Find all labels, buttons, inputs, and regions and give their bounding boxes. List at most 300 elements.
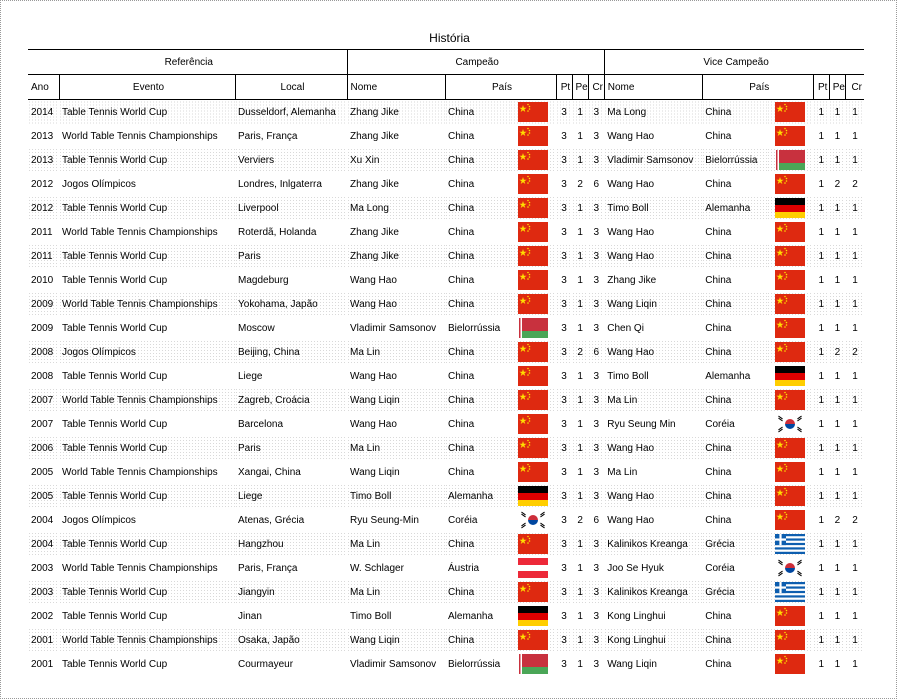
cell-runner-up-cr: 1 [845, 556, 864, 580]
cell-runner-up-pe: 1 [829, 148, 845, 172]
cell-champion-name: Zhang Jike [347, 124, 445, 148]
cell-year: 2003 [28, 556, 59, 580]
austria-flag-icon [518, 558, 548, 578]
page-title: História [429, 31, 470, 45]
cell-place: Londres, Inlgaterra [235, 172, 347, 196]
cell-runner-up-country: Bielorrússia [702, 148, 767, 172]
cell-year: 2013 [28, 148, 59, 172]
cell-year: 2009 [28, 316, 59, 340]
cell-runner-up-country: China [702, 340, 767, 364]
cell-champion-cr: 3 [588, 316, 604, 340]
cell-champion-name: Timo Boll [347, 484, 445, 508]
cell-champion-pt: 3 [556, 196, 572, 220]
cell-champion-flag [510, 172, 556, 196]
cell-place: Yokohama, Japão [235, 292, 347, 316]
cell-champion-country: Bielorrússia [445, 316, 510, 340]
cell-champion-flag [510, 508, 556, 532]
cell-champion-cr: 3 [588, 580, 604, 604]
col-header-ru-cr: Cr [845, 75, 864, 100]
cell-runner-up-country: Grécia [702, 532, 767, 556]
cell-champion-name: Zhang Jike [347, 244, 445, 268]
cell-champion-country: Alemanha [445, 604, 510, 628]
cell-event: World Table Tennis Championships [59, 220, 235, 244]
cell-champion-pt: 3 [556, 100, 572, 125]
cell-runner-up-cr: 1 [845, 412, 864, 436]
belarus-flag-icon [775, 150, 805, 170]
table-row [28, 316, 864, 340]
cell-champion-country: China [445, 628, 510, 652]
col-header-ru-pt: Pt [813, 75, 829, 100]
cell-champion-cr: 3 [588, 628, 604, 652]
cell-event: Table Tennis World Cup [59, 604, 235, 628]
cell-champion-name: Zhang Jike [347, 172, 445, 196]
cell-champion-pe: 1 [572, 292, 588, 316]
cell-runner-up-pe: 1 [829, 604, 845, 628]
cell-champion-name: Wang Liqin [347, 628, 445, 652]
cell-champion-cr: 3 [588, 220, 604, 244]
group-header-row [28, 50, 864, 75]
cell-runner-up-country: China [702, 100, 767, 125]
china-flag-icon [518, 222, 548, 242]
table-row [28, 172, 864, 196]
china-flag-icon [775, 294, 805, 314]
germany-flag-icon [518, 486, 548, 506]
belarus-flag-icon [518, 318, 548, 338]
cell-event: Jogos Olímpicos [59, 340, 235, 364]
cell-event: Table Tennis World Cup [59, 316, 235, 340]
cell-runner-up-name: Wang Hao [604, 340, 702, 364]
cell-runner-up-cr: 1 [845, 604, 864, 628]
cell-runner-up-country: Grécia [702, 580, 767, 604]
cell-place: Paris, França [235, 124, 347, 148]
china-flag-icon [775, 630, 805, 650]
cell-champion-cr: 3 [588, 148, 604, 172]
cell-runner-up-pe: 1 [829, 196, 845, 220]
cell-runner-up-country: China [702, 388, 767, 412]
cell-runner-up-pt: 1 [813, 556, 829, 580]
china-flag-icon [775, 270, 805, 290]
cell-champion-country: China [445, 148, 510, 172]
cell-runner-up-flag [767, 412, 813, 436]
korea-flag-icon [775, 558, 805, 578]
cell-runner-up-cr: 1 [845, 124, 864, 148]
cell-champion-pe: 1 [572, 364, 588, 388]
cell-champion-cr: 3 [588, 532, 604, 556]
cell-place: Moscow [235, 316, 347, 340]
china-flag-icon [775, 174, 805, 194]
cell-place: Jiangyin [235, 580, 347, 604]
table-row [28, 148, 864, 172]
history-table [28, 49, 864, 676]
cell-champion-cr: 3 [588, 436, 604, 460]
cell-champion-pt: 3 [556, 460, 572, 484]
cell-runner-up-pt: 1 [813, 484, 829, 508]
greece-flag-icon [775, 534, 805, 554]
cell-runner-up-pt: 1 [813, 532, 829, 556]
china-flag-icon [775, 102, 805, 122]
col-header-pt: Pt [556, 75, 572, 100]
cell-runner-up-cr: 1 [845, 628, 864, 652]
cell-champion-cr: 3 [588, 268, 604, 292]
cell-runner-up-flag [767, 628, 813, 652]
cell-event: Table Tennis World Cup [59, 580, 235, 604]
cell-runner-up-country: China [702, 628, 767, 652]
cell-event: Table Tennis World Cup [59, 436, 235, 460]
china-flag-icon [775, 486, 805, 506]
cell-event: Table Tennis World Cup [59, 268, 235, 292]
cell-champion-country: Bielorrússia [445, 652, 510, 676]
china-flag-icon [518, 270, 548, 290]
table-row [28, 196, 864, 220]
cell-champion-name: Wang Hao [347, 412, 445, 436]
cell-runner-up-flag [767, 508, 813, 532]
cell-champion-cr: 3 [588, 388, 604, 412]
cell-place: Paris [235, 436, 347, 460]
cell-event: World Table Tennis Championships [59, 292, 235, 316]
cell-champion-cr: 6 [588, 172, 604, 196]
cell-champion-pt: 3 [556, 604, 572, 628]
cell-runner-up-pt: 1 [813, 628, 829, 652]
cell-champion-pt: 3 [556, 220, 572, 244]
cell-runner-up-name: Kong Linghui [604, 604, 702, 628]
cell-champion-flag [510, 628, 556, 652]
cell-runner-up-flag [767, 340, 813, 364]
cell-year: 2012 [28, 196, 59, 220]
cell-champion-country: China [445, 220, 510, 244]
cell-champion-cr: 3 [588, 484, 604, 508]
cell-place: Liege [235, 364, 347, 388]
cell-champion-flag [510, 340, 556, 364]
cell-champion-flag [510, 532, 556, 556]
cell-event: World Table Tennis Championships [59, 460, 235, 484]
table-row [28, 100, 864, 125]
cell-champion-name: Ma Lin [347, 532, 445, 556]
cell-champion-pe: 1 [572, 460, 588, 484]
cell-year: 2001 [28, 652, 59, 676]
table-row [28, 436, 864, 460]
cell-runner-up-name: Ryu Seung Min [604, 412, 702, 436]
cell-champion-pe: 1 [572, 316, 588, 340]
china-flag-icon [518, 630, 548, 650]
cell-runner-up-name: Timo Boll [604, 196, 702, 220]
cell-runner-up-country: China [702, 172, 767, 196]
cell-year: 2012 [28, 172, 59, 196]
cell-runner-up-flag [767, 172, 813, 196]
cell-champion-country: China [445, 412, 510, 436]
cell-year: 2010 [28, 268, 59, 292]
cell-champion-pe: 1 [572, 388, 588, 412]
cell-champion-flag [510, 412, 556, 436]
cell-runner-up-cr: 1 [845, 148, 864, 172]
cell-place: Dusseldorf, Alemanha [235, 100, 347, 125]
cell-champion-name: Vladimir Samsonov [347, 316, 445, 340]
cell-runner-up-flag [767, 244, 813, 268]
cell-champion-pt: 3 [556, 508, 572, 532]
cell-runner-up-pt: 1 [813, 604, 829, 628]
cell-runner-up-name: Ma Lin [604, 388, 702, 412]
cell-runner-up-country: China [702, 484, 767, 508]
cell-runner-up-name: Wang Hao [604, 172, 702, 196]
cell-champion-pt: 3 [556, 484, 572, 508]
cell-runner-up-name: Wang Liqin [604, 652, 702, 676]
korea-flag-icon [518, 510, 548, 530]
cell-champion-pe: 1 [572, 220, 588, 244]
cell-runner-up-pt: 1 [813, 436, 829, 460]
cell-champion-pe: 1 [572, 556, 588, 580]
greece-flag-icon [775, 582, 805, 602]
cell-champion-flag [510, 436, 556, 460]
cell-runner-up-name: Vladimir Samsonov [604, 148, 702, 172]
cell-place: Hangzhou [235, 532, 347, 556]
cell-runner-up-flag [767, 124, 813, 148]
cell-champion-pe: 1 [572, 652, 588, 676]
cell-runner-up-pt: 1 [813, 652, 829, 676]
cell-runner-up-flag [767, 292, 813, 316]
cell-champion-country: Alemanha [445, 484, 510, 508]
cell-champion-flag [510, 388, 556, 412]
cell-champion-country: China [445, 172, 510, 196]
cell-champion-flag [510, 292, 556, 316]
cell-champion-flag [510, 580, 556, 604]
table-row [28, 244, 864, 268]
cell-champion-flag [510, 196, 556, 220]
cell-champion-name: Wang Hao [347, 364, 445, 388]
table-row [28, 508, 864, 532]
korea-flag-icon [775, 414, 805, 434]
cell-year: 2004 [28, 532, 59, 556]
col-header-ru-country: País [702, 75, 813, 100]
cell-champion-flag [510, 244, 556, 268]
cell-champion-name: Xu Xin [347, 148, 445, 172]
cell-champion-name: Ryu Seung-Min [347, 508, 445, 532]
china-flag-icon [775, 342, 805, 362]
cell-year: 2014 [28, 100, 59, 125]
cell-place: Magdeburg [235, 268, 347, 292]
table-row [28, 580, 864, 604]
cell-runner-up-pe: 1 [829, 580, 845, 604]
cell-runner-up-pe: 1 [829, 412, 845, 436]
cell-runner-up-pt: 1 [813, 508, 829, 532]
cell-champion-cr: 6 [588, 508, 604, 532]
cell-runner-up-pe: 1 [829, 268, 845, 292]
cell-year: 2006 [28, 436, 59, 460]
cell-year: 2011 [28, 244, 59, 268]
china-flag-icon [775, 246, 805, 266]
cell-champion-pe: 1 [572, 604, 588, 628]
cell-champion-pe: 1 [572, 244, 588, 268]
cell-runner-up-cr: 1 [845, 580, 864, 604]
cell-runner-up-pe: 1 [829, 100, 845, 125]
cell-runner-up-pe: 1 [829, 220, 845, 244]
china-flag-icon [518, 246, 548, 266]
cell-runner-up-pe: 1 [829, 292, 845, 316]
cell-champion-country: China [445, 532, 510, 556]
cell-champion-cr: 3 [588, 556, 604, 580]
cell-champion-cr: 3 [588, 292, 604, 316]
cell-runner-up-pe: 1 [829, 388, 845, 412]
cell-runner-up-name: Wang Hao [604, 508, 702, 532]
cell-year: 2013 [28, 124, 59, 148]
china-flag-icon [518, 342, 548, 362]
table-row [28, 124, 864, 148]
cell-champion-pe: 2 [572, 508, 588, 532]
china-flag-icon [518, 150, 548, 170]
cell-champion-flag [510, 268, 556, 292]
cell-runner-up-pt: 1 [813, 292, 829, 316]
cell-runner-up-pt: 1 [813, 220, 829, 244]
cell-runner-up-cr: 1 [845, 316, 864, 340]
col-header-pe: Pe [572, 75, 588, 100]
cell-champion-name: Wang Hao [347, 268, 445, 292]
cell-runner-up-cr: 1 [845, 100, 864, 125]
table-row [28, 604, 864, 628]
table-row [28, 364, 864, 388]
cell-runner-up-country: China [702, 292, 767, 316]
cell-champion-name: Timo Boll [347, 604, 445, 628]
cell-runner-up-flag [767, 556, 813, 580]
cell-year: 2008 [28, 364, 59, 388]
cell-runner-up-name: Wang Hao [604, 244, 702, 268]
cell-champion-country: China [445, 292, 510, 316]
cell-champion-cr: 3 [588, 652, 604, 676]
cell-runner-up-country: China [702, 508, 767, 532]
cell-runner-up-pt: 1 [813, 172, 829, 196]
col-header-place: Local [235, 75, 347, 100]
cell-champion-pt: 3 [556, 364, 572, 388]
cell-runner-up-name: Wang Liqin [604, 292, 702, 316]
cell-runner-up-flag [767, 220, 813, 244]
china-flag-icon [518, 174, 548, 194]
cell-runner-up-cr: 2 [845, 340, 864, 364]
cell-champion-pe: 1 [572, 532, 588, 556]
cell-runner-up-cr: 1 [845, 484, 864, 508]
cell-runner-up-pt: 1 [813, 268, 829, 292]
table-row [28, 652, 864, 676]
cell-champion-flag [510, 100, 556, 125]
china-flag-icon [775, 462, 805, 482]
cell-runner-up-pe: 1 [829, 316, 845, 340]
cell-year: 2005 [28, 484, 59, 508]
cell-champion-pe: 1 [572, 412, 588, 436]
cell-event: Jogos Olímpicos [59, 508, 235, 532]
cell-runner-up-flag [767, 268, 813, 292]
cell-runner-up-pe: 1 [829, 628, 845, 652]
cell-champion-pt: 3 [556, 124, 572, 148]
cell-champion-cr: 3 [588, 604, 604, 628]
cell-event: Table Tennis World Cup [59, 244, 235, 268]
cell-runner-up-pt: 1 [813, 460, 829, 484]
cell-year: 2008 [28, 340, 59, 364]
cell-year: 2002 [28, 604, 59, 628]
cell-champion-pt: 3 [556, 532, 572, 556]
cell-runner-up-cr: 2 [845, 172, 864, 196]
china-flag-icon [775, 654, 805, 674]
cell-runner-up-name: Chen Qi [604, 316, 702, 340]
cell-runner-up-pt: 1 [813, 100, 829, 125]
cell-champion-name: Zhang Jike [347, 220, 445, 244]
cell-champion-flag [510, 148, 556, 172]
cell-champion-pe: 1 [572, 580, 588, 604]
cell-runner-up-pe: 1 [829, 532, 845, 556]
cell-champion-cr: 3 [588, 100, 604, 125]
cell-champion-country: China [445, 268, 510, 292]
cell-champion-country: China [445, 124, 510, 148]
china-flag-icon [518, 462, 548, 482]
cell-runner-up-cr: 1 [845, 292, 864, 316]
cell-champion-name: W. Schlager [347, 556, 445, 580]
col-header-year: Ano [28, 75, 59, 100]
cell-runner-up-country: China [702, 124, 767, 148]
table-row [28, 484, 864, 508]
cell-champion-name: Zhang Jike [347, 100, 445, 125]
cell-champion-cr: 3 [588, 460, 604, 484]
cell-runner-up-cr: 1 [845, 364, 864, 388]
cell-year: 2003 [28, 580, 59, 604]
cell-champion-name: Wang Liqin [347, 460, 445, 484]
cell-event: World Table Tennis Championships [59, 628, 235, 652]
cell-runner-up-flag [767, 460, 813, 484]
cell-runner-up-pe: 1 [829, 652, 845, 676]
cell-champion-pt: 3 [556, 436, 572, 460]
china-flag-icon [518, 102, 548, 122]
germany-flag-icon [775, 198, 805, 218]
cell-place: Osaka, Japão [235, 628, 347, 652]
cell-runner-up-name: Kalinikos Kreanga [604, 580, 702, 604]
cell-runner-up-cr: 1 [845, 652, 864, 676]
cell-place: Xangai, China [235, 460, 347, 484]
cell-champion-name: Ma Lin [347, 340, 445, 364]
cell-champion-country: China [445, 388, 510, 412]
cell-champion-cr: 3 [588, 364, 604, 388]
cell-runner-up-flag [767, 436, 813, 460]
china-flag-icon [775, 126, 805, 146]
cell-champion-pt: 3 [556, 340, 572, 364]
china-flag-icon [518, 534, 548, 554]
cell-champion-pt: 3 [556, 652, 572, 676]
group-header-reference: Referência [28, 50, 347, 75]
cell-runner-up-country: China [702, 604, 767, 628]
cell-champion-country: China [445, 340, 510, 364]
cell-champion-pe: 2 [572, 172, 588, 196]
cell-champion-cr: 3 [588, 412, 604, 436]
table-row [28, 292, 864, 316]
cell-champion-country: China [445, 580, 510, 604]
cell-champion-country: China [445, 196, 510, 220]
cell-year: 2005 [28, 460, 59, 484]
cell-runner-up-pt: 1 [813, 124, 829, 148]
cell-place: Barcelona [235, 412, 347, 436]
group-header-champion: Campeão [347, 50, 604, 75]
cell-runner-up-cr: 1 [845, 220, 864, 244]
cell-year: 2009 [28, 292, 59, 316]
cell-runner-up-cr: 1 [845, 388, 864, 412]
cell-runner-up-flag [767, 484, 813, 508]
cell-champion-name: Ma Lin [347, 580, 445, 604]
cell-champion-name: Vladimir Samsonov [347, 652, 445, 676]
cell-champion-pt: 3 [556, 244, 572, 268]
china-flag-icon [518, 198, 548, 218]
china-flag-icon [775, 390, 805, 410]
china-flag-icon [518, 582, 548, 602]
cell-champion-country: China [445, 436, 510, 460]
cell-runner-up-flag [767, 532, 813, 556]
cell-champion-country: China [445, 244, 510, 268]
table-row [28, 460, 864, 484]
cell-place: Liege [235, 484, 347, 508]
cell-champion-flag [510, 220, 556, 244]
col-header-country: País [445, 75, 556, 100]
table-row [28, 340, 864, 364]
